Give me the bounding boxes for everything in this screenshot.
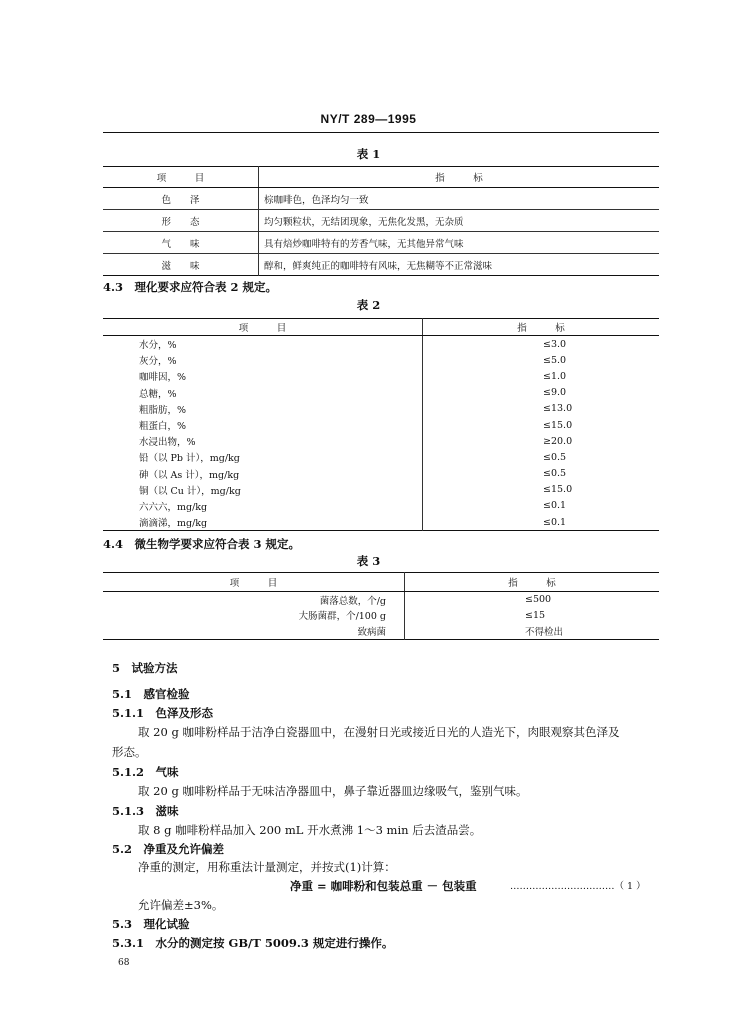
section-5-1-3: 5.1.3 滋味 bbox=[112, 804, 179, 818]
table-cell-item: 色 泽 bbox=[103, 188, 259, 210]
table-cell-spec: ≤0.5 bbox=[543, 468, 567, 480]
table-row bbox=[103, 401, 659, 417]
table-cell-spec: ≤0.5 bbox=[543, 451, 567, 463]
table-cell-item: 滴滴涕，mg/kg bbox=[103, 514, 423, 531]
table-cell-item: 粗蛋白，% bbox=[103, 417, 423, 433]
table1-caption: 表 1 bbox=[356, 147, 381, 161]
clause-4-3: 4.3 理化要求应符合表 2 规定。 bbox=[103, 280, 278, 294]
tolerance: 允许偏差±3%。 bbox=[138, 898, 224, 912]
section-5-3: 5.3 理化试验 bbox=[112, 917, 190, 931]
table-cell-spec: ≤15.0 bbox=[543, 484, 573, 496]
table-row bbox=[103, 623, 659, 639]
page-number: 68 bbox=[118, 958, 130, 968]
table-row bbox=[103, 449, 659, 465]
table-cell-item: 灰分，% bbox=[103, 352, 423, 368]
table-cell-item: 咖啡因，% bbox=[103, 368, 423, 384]
table3 bbox=[103, 572, 659, 640]
table-cell-spec: ≤0.1 bbox=[543, 516, 567, 528]
table3-col-spec: 指 标 bbox=[405, 573, 660, 592]
section-5-1-2: 5.1.2 气味 bbox=[112, 765, 179, 779]
table-cell-spec: ≤1.0 bbox=[543, 370, 567, 382]
table-cell-item: 滋 味 bbox=[103, 254, 259, 276]
table-cell-spec: 具有焙炒咖啡特有的芳香气味，无其他异常气味 bbox=[259, 232, 660, 254]
section-5-2-text: 净重的测定，用称重法计量测定，并按式(1)计算： bbox=[138, 860, 396, 874]
table-row bbox=[103, 482, 659, 498]
section-5-1-1: 5.1.1 色泽及形态 bbox=[112, 706, 214, 720]
table-cell-item: 铅（以 Pb 计），mg/kg bbox=[103, 449, 423, 465]
header-rule bbox=[103, 132, 659, 133]
table-row bbox=[103, 188, 659, 210]
table1-col-item: 项 目 bbox=[103, 167, 259, 188]
table-cell-item: 形 态 bbox=[103, 210, 259, 232]
formula: 净重 = 咖啡粉和包装总重 － 包装重 bbox=[290, 879, 477, 893]
table-cell-spec: 醇和，鲜爽纯正的咖啡特有风味，无焦糊等不正常滋味 bbox=[264, 260, 493, 272]
table2-header-row bbox=[103, 319, 659, 336]
table-cell-spec: 不得检出 bbox=[525, 626, 564, 638]
table3-caption: 表 3 bbox=[356, 554, 381, 568]
table-row bbox=[103, 592, 659, 608]
table3-col-item: 项 目 bbox=[103, 573, 405, 592]
table-row bbox=[103, 210, 659, 232]
table-row bbox=[103, 232, 659, 254]
table-cell-spec: ≤500 bbox=[525, 594, 552, 606]
table-cell-spec: ≤15.0 bbox=[543, 419, 573, 431]
table-cell-spec: ≥20.0 bbox=[543, 435, 573, 447]
table-row bbox=[103, 498, 659, 514]
table2-col-item: 项 目 bbox=[103, 319, 423, 336]
table-row bbox=[103, 608, 659, 624]
clause-4-4: 4.4 微生物学要求应符合表 3 规定。 bbox=[103, 537, 301, 551]
table-cell-spec: ≤0.1 bbox=[543, 500, 567, 512]
table-cell-item: 铜（以 Cu 计），mg/kg bbox=[103, 482, 423, 498]
table-cell-spec: ≤3.0 bbox=[543, 338, 567, 350]
table1-header-row bbox=[103, 167, 659, 188]
section-5-1-2-text: 取 20 g 咖啡粉样品于无味洁净器皿中，鼻子靠近器皿边缘吸气，鉴别气味。 bbox=[138, 784, 528, 798]
table-cell-spec: ≤13.0 bbox=[543, 403, 573, 415]
table-row bbox=[103, 385, 659, 401]
section-5-1-1-text-1: 取 20 g 咖啡粉样品于洁净白瓷器皿中，在漫射日光或接近日光的人造光下，肉眼观察其色泽及 bbox=[138, 725, 620, 739]
section-5-1-1-text-2: 形态。 bbox=[112, 745, 147, 759]
formula-number: ……………………………（ 1 ） bbox=[510, 881, 646, 892]
section-5-title: 5 试验方法 bbox=[112, 661, 178, 675]
table-row bbox=[103, 352, 659, 368]
section-5-2: 5.2 净重及允许偏差 bbox=[112, 842, 225, 856]
table-cell-item: 水分，% bbox=[103, 336, 423, 353]
table-cell-spec: ≤9.0 bbox=[543, 387, 567, 399]
table-cell-item: 六六六，mg/kg bbox=[103, 498, 423, 514]
table-row bbox=[103, 368, 659, 384]
table-cell-item: 砷（以 As 计），mg/kg bbox=[103, 466, 423, 482]
table-cell-item: 菌落总数，个/g bbox=[103, 592, 405, 608]
section-5-1-3-text: 取 8 g 咖啡粉样品加入 200 mL 开水煮沸 1～3 min 后去渣品尝。 bbox=[138, 823, 482, 837]
section-5-3-1: 5.3.1 水分的测定按 GB/T 5009.3 规定进行操作。 bbox=[112, 936, 394, 950]
table2 bbox=[103, 318, 659, 531]
table-cell-item: 气 味 bbox=[103, 232, 259, 254]
section-5-1: 5.1 感官检验 bbox=[112, 687, 190, 701]
table-row bbox=[103, 466, 659, 482]
table2-col-spec: 指 标 bbox=[423, 319, 660, 336]
table-cell-item: 大肠菌群，个/100 g bbox=[103, 608, 405, 624]
table-cell-spec: 棕咖啡色，色泽均匀一致 bbox=[259, 188, 660, 210]
table-cell-item: 总糖，% bbox=[103, 385, 423, 401]
table-cell-spec: ≤15 bbox=[525, 609, 546, 621]
table2-caption: 表 2 bbox=[356, 298, 381, 312]
table-row bbox=[103, 336, 659, 353]
table3-header-row bbox=[103, 573, 659, 592]
table-cell-item: 水浸出物，% bbox=[103, 433, 423, 449]
table-row bbox=[103, 254, 659, 276]
table-cell-item: 粗脂肪，% bbox=[103, 401, 423, 417]
table-cell-item: 致病菌 bbox=[103, 623, 405, 639]
table1 bbox=[103, 166, 659, 276]
page-header: NY/T 289—1995 bbox=[320, 112, 417, 126]
table-cell-spec: ≤5.0 bbox=[543, 354, 567, 366]
table-row bbox=[103, 433, 659, 449]
table-row bbox=[103, 417, 659, 433]
table-row bbox=[103, 514, 659, 531]
table1-col-spec: 指 标 bbox=[259, 167, 660, 188]
table-cell-spec: 均匀颗粒状，无结团现象，无焦化发黑，无杂质 bbox=[259, 210, 660, 232]
